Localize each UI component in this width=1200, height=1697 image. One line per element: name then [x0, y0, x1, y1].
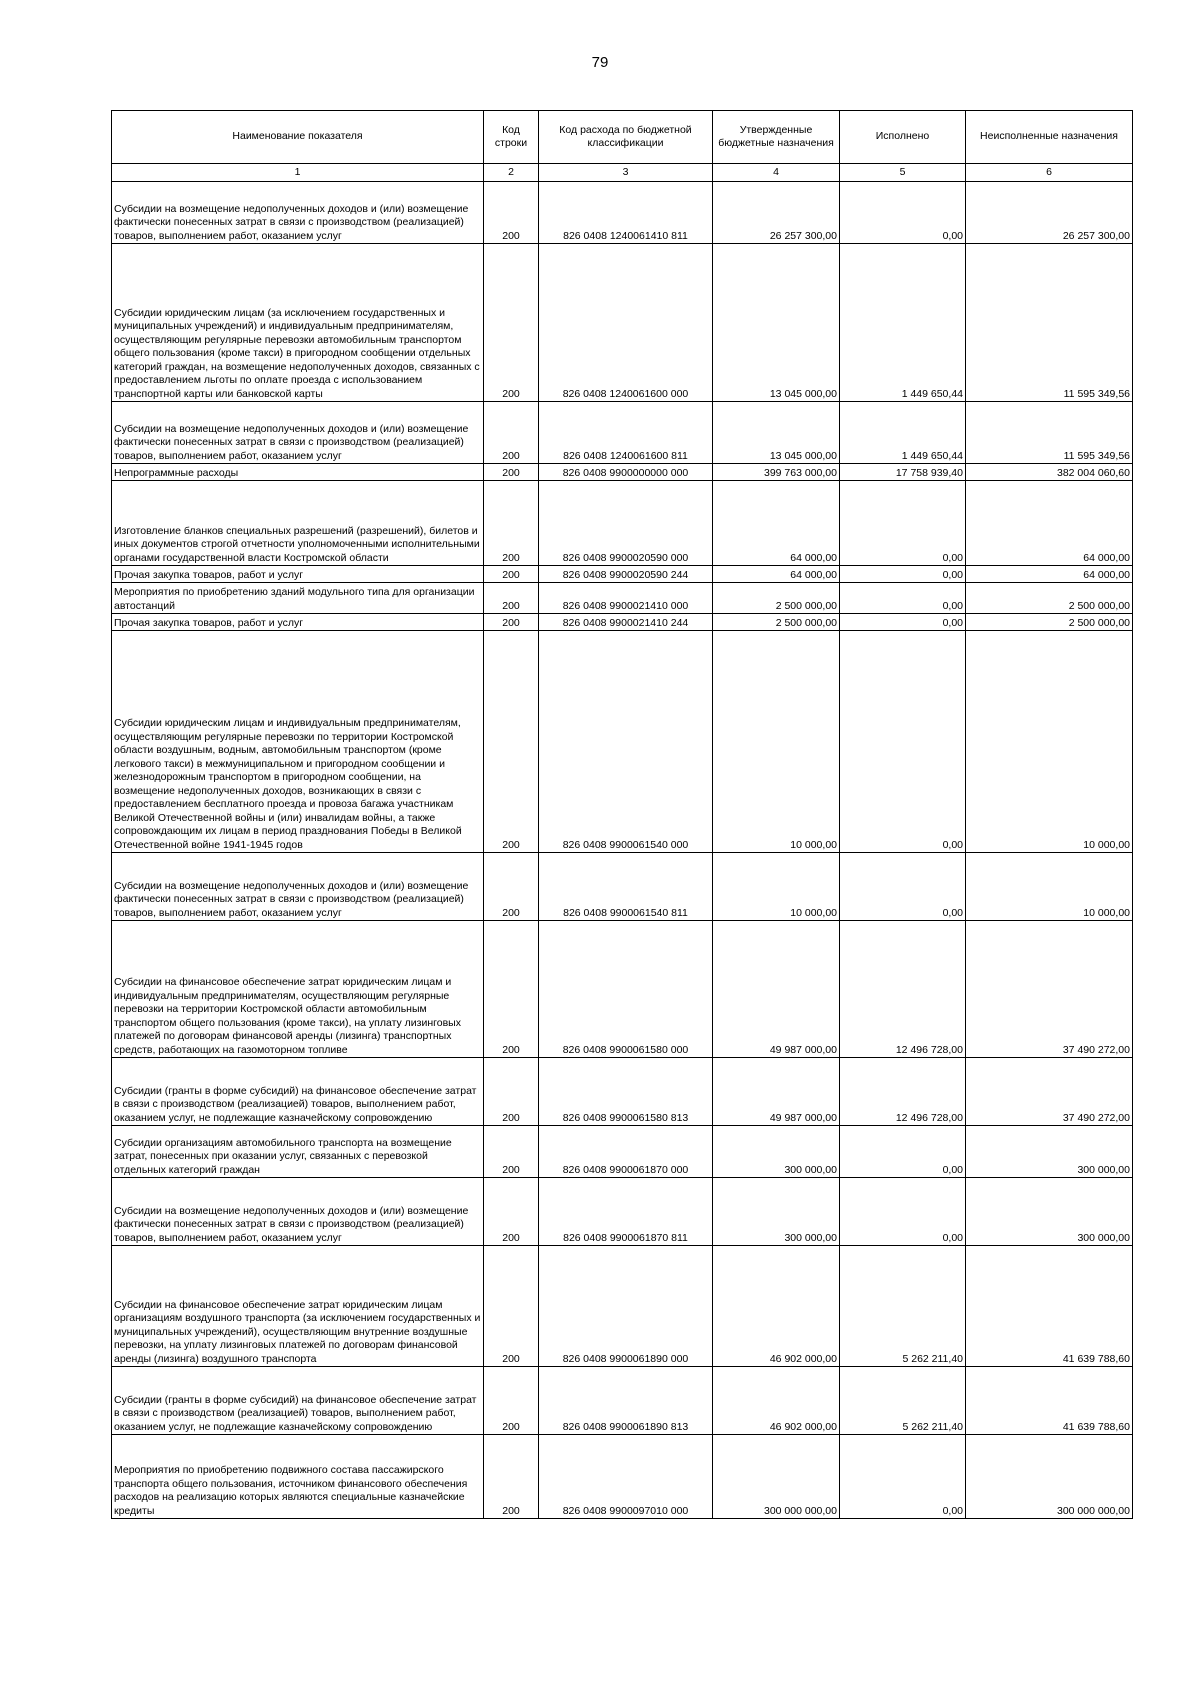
approved-amount: 300 000 000,00 [713, 1435, 840, 1519]
table-row [112, 1058, 1133, 1126]
indicator-name: Изготовление бланков специальных разрешений (разрешений), билетов и иных документов строгой отчетности уполномоченными исполнительными органами государственной власти Костромской области [112, 481, 484, 566]
approved-amount: 49 987 000,00 [713, 1058, 840, 1126]
table-body [112, 182, 1133, 1519]
line-code: 200 [484, 631, 539, 853]
classification-code: 826 0408 9900061540 811 [539, 853, 713, 921]
table-row [112, 1367, 1133, 1435]
line-code: 200 [484, 853, 539, 921]
page-number: 79 [591, 54, 609, 71]
unexecuted-amount: 300 000 000,00 [966, 1435, 1133, 1519]
classification-code: 826 0408 9900061540 000 [539, 631, 713, 853]
indicator-name: Субсидии на возмещение недополученных доходов и (или) возмещение фактически понесенных затрат в связи с производством (реализацией) товаров, выполнением работ, оказанием услуг [112, 402, 484, 464]
approved-amount: 13 045 000,00 [713, 402, 840, 464]
table-row [112, 921, 1133, 1058]
indicator-name: Мероприятия по приобретению подвижного состава пассажирского транспорта общего пользования, источником финансового обеспечения расходов на реализацию которых являются специальные казначейские кредиты [112, 1435, 484, 1519]
indicator-name: Субсидии на возмещение недополученных доходов и (или) возмещение фактически понесенных затрат в связи с производством (реализацией) товаров, выполнением работ, оказанием услуг [112, 853, 484, 921]
table-row [112, 182, 1133, 244]
line-code: 200 [484, 614, 539, 631]
line-code: 200 [484, 1367, 539, 1435]
indicator-name: Мероприятия по приобретению зданий модульного типа для организации автостанций [112, 583, 484, 614]
approved-amount: 10 000,00 [713, 853, 840, 921]
column-number: 1 [112, 164, 484, 182]
header-line-code: Код строки [484, 111, 539, 164]
approved-amount: 13 045 000,00 [713, 244, 840, 402]
executed-amount: 0,00 [840, 1435, 966, 1519]
indicator-name: Субсидии на финансовое обеспечение затрат юридическим лицам организациям воздушного транспорта (за исключением государственных и муниципальных учреждений), осуществляющим внутренние воздушные перевозки, на уплату лизинговых платежей по договорам финансовой аренды (лизинга) воздушного транспорта [112, 1246, 484, 1367]
unexecuted-amount: 10 000,00 [966, 631, 1133, 853]
column-number: 3 [539, 164, 713, 182]
unexecuted-amount: 11 595 349,56 [966, 402, 1133, 464]
column-number: 4 [713, 164, 840, 182]
executed-amount: 17 758 939,40 [840, 464, 966, 481]
executed-amount: 12 496 728,00 [840, 1058, 966, 1126]
indicator-name: Прочая закупка товаров, работ и услуг [112, 566, 484, 583]
column-number: 5 [840, 164, 966, 182]
table-row [112, 481, 1133, 566]
unexecuted-amount: 37 490 272,00 [966, 1058, 1133, 1126]
executed-amount: 0,00 [840, 566, 966, 583]
classification-code: 826 0408 9900000000 000 [539, 464, 713, 481]
indicator-name: Субсидии организациям автомобильного транспорта на возмещение затрат, понесенных при оказании услуг, связанных с перевозкой отдельных категорий граждан [112, 1126, 484, 1178]
table-row [112, 631, 1133, 853]
executed-amount: 5 262 211,40 [840, 1246, 966, 1367]
classification-code: 826 0408 9900061580 813 [539, 1058, 713, 1126]
line-code: 200 [484, 921, 539, 1058]
indicator-name: Прочая закупка товаров, работ и услуг [112, 614, 484, 631]
unexecuted-amount: 64 000,00 [966, 481, 1133, 566]
table-row [112, 853, 1133, 921]
approved-amount: 2 500 000,00 [713, 583, 840, 614]
line-code: 200 [484, 1178, 539, 1246]
classification-code: 826 0408 9900020590 000 [539, 481, 713, 566]
approved-amount: 46 902 000,00 [713, 1246, 840, 1367]
executed-amount: 1 449 650,44 [840, 244, 966, 402]
header-unexecuted-appropriations: Неисполненные назначения [966, 111, 1133, 164]
unexecuted-amount: 10 000,00 [966, 853, 1133, 921]
table-row [112, 1246, 1133, 1367]
approved-amount: 46 902 000,00 [713, 1367, 840, 1435]
executed-amount: 1 449 650,44 [840, 402, 966, 464]
classification-code: 826 0408 9900061890 813 [539, 1367, 713, 1435]
executed-amount: 5 262 211,40 [840, 1367, 966, 1435]
line-code: 200 [484, 244, 539, 402]
classification-code: 826 0408 9900021410 000 [539, 583, 713, 614]
line-code: 200 [484, 402, 539, 464]
approved-amount: 64 000,00 [713, 481, 840, 566]
column-number: 2 [484, 164, 539, 182]
unexecuted-amount: 64 000,00 [966, 566, 1133, 583]
unexecuted-amount: 11 595 349,56 [966, 244, 1133, 402]
approved-amount: 2 500 000,00 [713, 614, 840, 631]
line-code: 200 [484, 464, 539, 481]
classification-code: 826 0408 1240061600 811 [539, 402, 713, 464]
classification-code: 826 0408 9900061870 811 [539, 1178, 713, 1246]
approved-amount: 300 000,00 [713, 1178, 840, 1246]
table-row [112, 244, 1133, 402]
executed-amount: 0,00 [840, 853, 966, 921]
executed-amount: 0,00 [840, 481, 966, 566]
unexecuted-amount: 41 639 788,60 [966, 1246, 1133, 1367]
indicator-name: Субсидии на финансовое обеспечение затрат юридическим лицам и индивидуальным предпринимателям, осуществляющим регулярные перевозки на территории Костромской области автомобильным транспортом общего пользования (кроме такси), на уплату лизинговых платежей по договорам финансовой аренды (лизинга) транспортных средств, работающих на газомоторном топливе [112, 921, 484, 1058]
approved-amount: 300 000,00 [713, 1126, 840, 1178]
table-row [112, 464, 1133, 481]
line-code: 200 [484, 182, 539, 244]
indicator-name: Субсидии на возмещение недополученных доходов и (или) возмещение фактически понесенных затрат в связи с производством (реализацией) товаров, выполнением работ, оказанием услуг [112, 182, 484, 244]
column-number-row [112, 164, 1133, 182]
line-code: 200 [484, 1246, 539, 1367]
approved-amount: 49 987 000,00 [713, 921, 840, 1058]
executed-amount: 0,00 [840, 1178, 966, 1246]
classification-code: 826 0408 9900061890 000 [539, 1246, 713, 1367]
unexecuted-amount: 382 004 060,60 [966, 464, 1133, 481]
table-row [112, 1435, 1133, 1519]
indicator-name: Субсидии юридическим лицам и индивидуальным предпринимателям, осуществляющим регулярные перевозки по территории Костромской области воздушным, водным, автомобильным транспортом (кроме легкового такси) в межмуниципальном и пригородном сообщении и железнодорожным транспортом в пригородном сообщении, на возмещение недополученных доходов, возникающих в связи с предоставлением бесплатного проезда и провоза багажа участникам Великой Отечественной войны и (или) инвалидам войны, а также сопровождающим их лицам в период празднования Победы в Великой Отечественной войне 1941-1945 годов [112, 631, 484, 853]
unexecuted-amount: 2 500 000,00 [966, 614, 1133, 631]
unexecuted-amount: 2 500 000,00 [966, 583, 1133, 614]
executed-amount: 0,00 [840, 614, 966, 631]
budget-execution-table [111, 110, 1133, 1519]
table-row [112, 583, 1133, 614]
indicator-name: Субсидии на возмещение недополученных доходов и (или) возмещение фактически понесенных затрат в связи с производством (реализацией) товаров, выполнением работ, оказанием услуг [112, 1178, 484, 1246]
classification-code: 826 0408 9900061580 000 [539, 921, 713, 1058]
unexecuted-amount: 41 639 788,60 [966, 1367, 1133, 1435]
approved-amount: 399 763 000,00 [713, 464, 840, 481]
line-code: 200 [484, 1435, 539, 1519]
line-code: 200 [484, 1058, 539, 1126]
line-code: 200 [484, 1126, 539, 1178]
header-indicator-name: Наименование показателя [112, 111, 484, 164]
classification-code: 826 0408 1240061410 811 [539, 182, 713, 244]
table-row [112, 1178, 1133, 1246]
unexecuted-amount: 37 490 272,00 [966, 921, 1133, 1058]
unexecuted-amount: 300 000,00 [966, 1178, 1133, 1246]
table-row [112, 402, 1133, 464]
executed-amount: 0,00 [840, 583, 966, 614]
executed-amount: 0,00 [840, 182, 966, 244]
header-executed: Исполнено [840, 111, 966, 164]
line-code: 200 [484, 481, 539, 566]
unexecuted-amount: 26 257 300,00 [966, 182, 1133, 244]
table-row [112, 1126, 1133, 1178]
classification-code: 826 0408 9900097010 000 [539, 1435, 713, 1519]
indicator-name: Субсидии (гранты в форме субсидий) на финансовое обеспечение затрат в связи с производством (реализацией) товаров, выполнением работ, оказанием услуг, не подлежащие казначейскому сопровождению [112, 1367, 484, 1435]
header-approved-appropriations: Утвержденные бюджетные назначения [713, 111, 840, 164]
approved-amount: 26 257 300,00 [713, 182, 840, 244]
classification-code: 826 0408 1240061600 000 [539, 244, 713, 402]
classification-code: 826 0408 9900020590 244 [539, 566, 713, 583]
header-budget-classification-code: Код расхода по бюджетной классификации [539, 111, 713, 164]
indicator-name: Непрограммные расходы [112, 464, 484, 481]
executed-amount: 0,00 [840, 1126, 966, 1178]
approved-amount: 10 000,00 [713, 631, 840, 853]
header-row [112, 111, 1133, 164]
executed-amount: 12 496 728,00 [840, 921, 966, 1058]
approved-amount: 64 000,00 [713, 566, 840, 583]
table-row [112, 566, 1133, 583]
executed-amount: 0,00 [840, 631, 966, 853]
unexecuted-amount: 300 000,00 [966, 1126, 1133, 1178]
classification-code: 826 0408 9900061870 000 [539, 1126, 713, 1178]
classification-code: 826 0408 9900021410 244 [539, 614, 713, 631]
indicator-name: Субсидии юридическим лицам (за исключением государственных и муниципальных учреждений) и индивидуальным предпринимателям, осуществляющим регулярные перевозки автомобильным транспортом общего пользования (кроме такси) в пригородном сообщении отдельных категорий граждан, на возмещение недополученных доходов, связанных с предоставлением льготы по оплате проезда с использованием транспортной карты или банковской карты [112, 244, 484, 402]
line-code: 200 [484, 566, 539, 583]
indicator-name: Субсидии (гранты в форме субсидий) на финансовое обеспечение затрат в связи с производством (реализацией) товаров, выполнением работ, оказанием услуг, не подлежащие казначейскому сопровождению [112, 1058, 484, 1126]
table-row [112, 614, 1133, 631]
column-number: 6 [966, 164, 1133, 182]
line-code: 200 [484, 583, 539, 614]
